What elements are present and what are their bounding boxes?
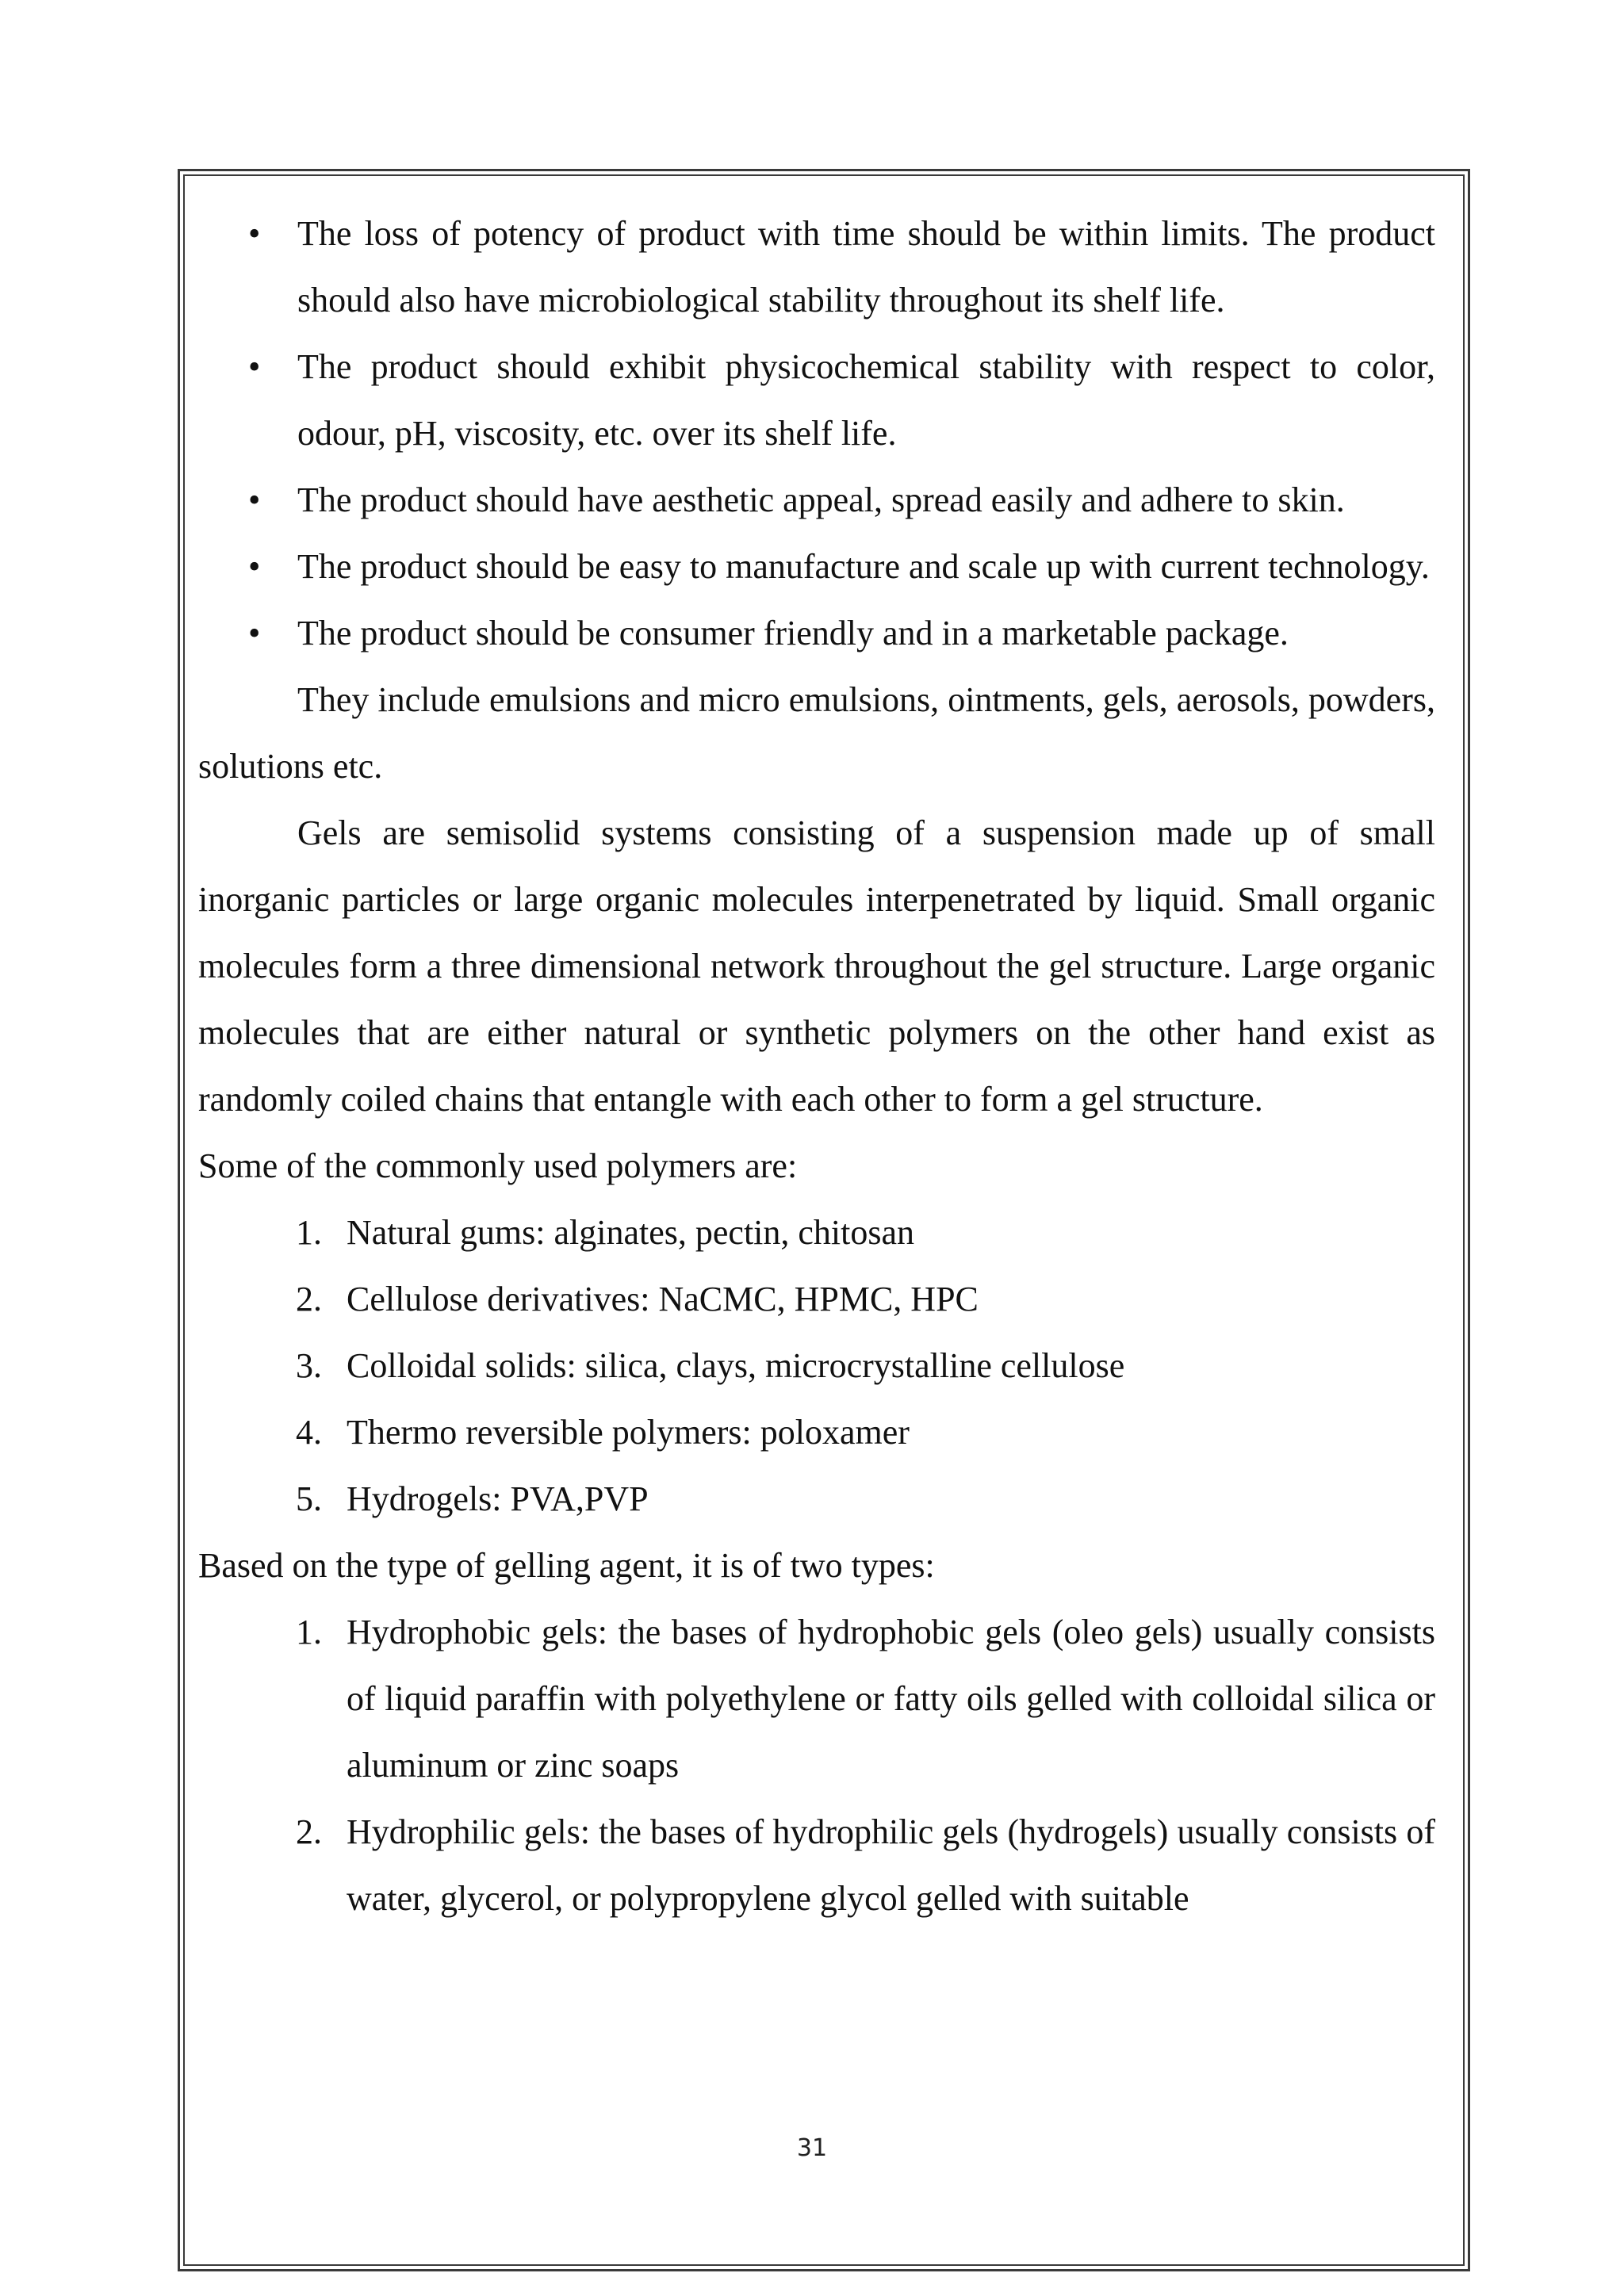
list-item: 2. Cellulose derivatives: NaCMC, HPMC, HPC: [296, 1280, 979, 1318]
page-content: [198, 201, 1435, 1932]
list-item: • The product should be consumer friendly and in a marketable package.: [198, 600, 1435, 667]
types-intro: Based on the type of gelling agent, it is of two types:: [198, 1546, 935, 1585]
gels-paragraph: Gels are semisolid systems consisting of a suspension made up of small inorganic particles or large organic molecules interpenetrated by liquid. Small organic molecules form a three dimensional network throughout the gel structure. Large organic molecules that are either natural or synthetic polymers on the other hand exist as randomly coiled chains that entangle with each other to form a gel structure.: [198, 813, 1435, 1119]
list-item: 2. Hydrophilic gels: the bases of hydrophilic gels (hydrogels) usually consists of water, glycerol, or polypropylene glycol gelled with suitable: [296, 1812, 1435, 1918]
list-item: • The product should be easy to manufacture and scale up with current technology.: [198, 534, 1435, 600]
gel-types-list: [198, 1599, 1435, 1932]
include-paragraph: They include emulsions and micro emulsions, ointments, gels, aerosols, powders, solutions etc.: [198, 680, 1435, 786]
page-number: 31: [796, 2134, 828, 2162]
list-item: 1. Hydrophobic gels: the bases of hydrophobic gels (oleo gels) usually consists of liquid paraffin with polyethylene or fatty oils gelled with colloidal silica or aluminum or zinc soaps: [296, 1613, 1435, 1785]
list-item: 1. Natural gums: alginates, pectin, chitosan: [296, 1213, 915, 1252]
list-item: 3. Colloidal solids: silica, clays, microcrystalline cellulose: [296, 1346, 1125, 1385]
list-item: 4. Thermo reversible polymers: poloxamer: [296, 1413, 910, 1452]
requirements-list: [198, 201, 1435, 667]
bullet-icon: •: [248, 480, 261, 519]
bullet-icon: •: [248, 347, 261, 386]
bullet-icon: •: [248, 614, 261, 652]
list-item: • The product should exhibit physicochemical stability with respect to color, odour, pH, viscosity, etc. over its shelf life.: [198, 334, 1435, 467]
list-item: 5. Hydrogels: PVA,PVP: [296, 1479, 649, 1518]
list-item: • The loss of potency of product with time should be within limits. The product should also have microbiological stability throughout its shelf life.: [198, 201, 1435, 334]
bullet-icon: •: [248, 214, 261, 253]
list-item: • The product should have aesthetic appeal, spread easily and adhere to skin.: [198, 467, 1435, 534]
bullet-icon: •: [248, 547, 261, 586]
polymers-list: [198, 1200, 1435, 1533]
polymers-intro: Some of the commonly used polymers are:: [198, 1146, 798, 1185]
